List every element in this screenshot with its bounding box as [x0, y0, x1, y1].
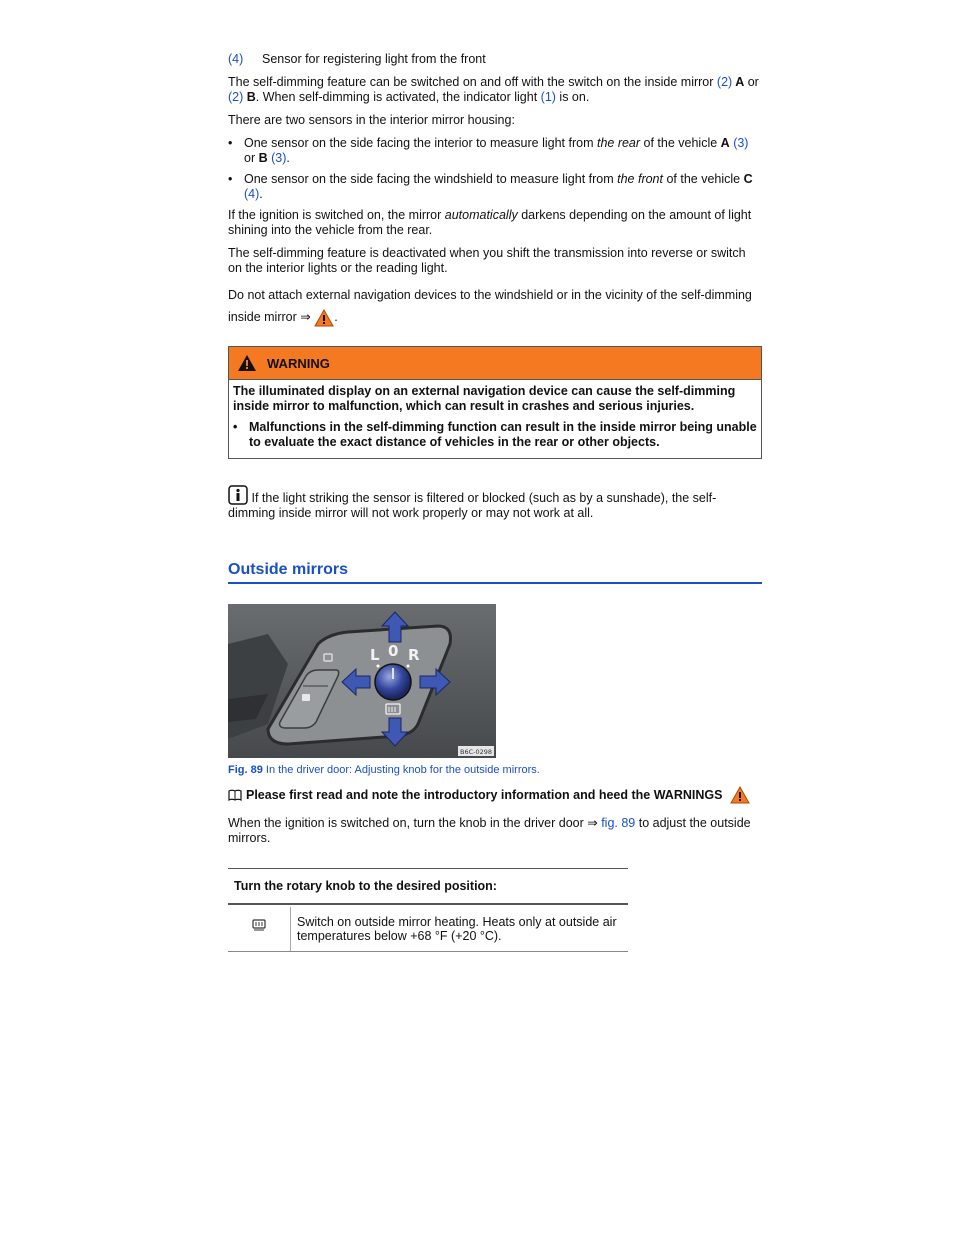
warning-triangle-icon[interactable] — [730, 786, 750, 804]
warning-bullet — [233, 420, 757, 450]
bullet-dot: • — [228, 172, 233, 186]
para3-em: automatically — [444, 208, 518, 222]
para6-a: When the ignition is switched on, turn the knob in the driver door ⇒ — [228, 816, 602, 830]
bullet2-a: One sensor on the side facing the windshield to measure light from — [244, 172, 618, 186]
warning-header — [229, 347, 761, 380]
para5-a: Do not attach external navigation devices to the windshield or in the vicinity of the self-dimming inside mirror ⇒ — [228, 288, 752, 324]
ref-2a[interactable]: (2) — [716, 75, 733, 89]
figure-code: B6C-0298 — [460, 748, 493, 756]
page-content — [228, 52, 762, 952]
para1-text-c: or — [744, 75, 759, 89]
figure-caption — [228, 764, 762, 776]
bullet2-b: of the vehicle — [663, 172, 744, 186]
label-zero: 0 — [388, 642, 399, 660]
table-icon-cell — [228, 907, 291, 951]
paragraph-navigation — [228, 284, 762, 328]
warning-body — [229, 380, 761, 458]
warning-box — [228, 346, 762, 459]
bullet2-c: . — [259, 187, 263, 201]
bullet1-bold-b: B — [258, 151, 268, 165]
bullet1-b: of the vehicle — [640, 136, 721, 150]
bullet2-em: the front — [617, 172, 663, 186]
bullet1-c: or — [244, 151, 259, 165]
section-title: Outside mirrors — [228, 561, 762, 584]
note-text: If the light striking the sensor is filtered or blocked (such as by a sunshade), the self-dimming inside mirror will not work properly or may not work at all. — [228, 491, 717, 520]
warning-text: The illuminated display on an external navigation device can cause the self-dimming inside mirror to malfunction, which can result in crashes and serious injuries. — [233, 384, 736, 413]
table-cell-text: Switch on outside mirror heating. Heats only at outside air temperatures below +68 °F (+20 °C). — [297, 915, 617, 943]
warning-bullet-text: Malfunctions in the self-dimming function can result in the inside mirror being unable to evaluate the exact distance of vehicles in the rear or other objects. — [249, 420, 757, 449]
warning-title: WARNING — [267, 355, 330, 371]
caption-text: In the driver door: Adjusting knob for the outside mirrors. — [262, 764, 540, 776]
note — [228, 485, 762, 521]
bullet2-text — [244, 172, 762, 202]
table-header: Turn the rotary knob to the desired position: — [228, 868, 628, 905]
para3-a: If the ignition is switched on, the mirror — [228, 208, 445, 222]
bullet1-text — [244, 136, 762, 166]
para3-b: darkens depending on the amount of light shining into the vehicle from the rear. — [228, 208, 752, 237]
intro-text: Please first read and note the introductory information and heed the WARNINGS — [246, 788, 723, 802]
book-icon — [228, 789, 242, 801]
ref-2b[interactable]: (2) — [228, 90, 244, 104]
legend-item — [228, 52, 762, 67]
para1-text-a: The self-dimming feature can be switched on and off with the switch on the inside mirror — [228, 75, 717, 89]
mirror-heating-icon — [252, 919, 266, 931]
warning-icon — [237, 354, 257, 372]
bullet-front-sensor — [228, 172, 762, 202]
para6-b: to adjust the outside mirrors. — [228, 816, 751, 845]
bullet-dot: • — [233, 420, 238, 434]
paragraph-adjust — [228, 816, 762, 846]
bullet2-bold-c: C — [743, 172, 753, 186]
intro-note — [228, 786, 762, 804]
para5-b: . — [334, 310, 338, 324]
legend-number[interactable]: (4) — [228, 52, 244, 66]
para1-text-d: . When self-dimming is activated, the indicator light — [255, 90, 541, 104]
warning-triangle-icon[interactable] — [314, 309, 334, 327]
figure-mirror-knob — [228, 604, 496, 758]
para1-text-e: is on. — [555, 90, 590, 104]
door-panel-illustration — [228, 604, 496, 758]
bold-a: A — [732, 75, 745, 89]
info-icon — [228, 485, 248, 505]
fig-ref[interactable]: fig. 89 — [601, 816, 636, 830]
ref-3a[interactable]: (3) — [733, 136, 749, 150]
table-row — [228, 907, 628, 952]
ref-1[interactable]: (1) — [540, 90, 556, 104]
label-left: L — [370, 646, 380, 664]
legend-text: Sensor for registering light from the front — [262, 52, 486, 66]
paragraph-switch — [228, 75, 762, 105]
bullet1-d: . — [286, 151, 290, 165]
ref-3b[interactable]: (3) — [271, 151, 287, 165]
caption-fig-label: Fig. 89 — [228, 764, 263, 776]
bullet-dot: • — [228, 136, 233, 150]
bullet1-bold-a: A — [720, 136, 730, 150]
paragraph-automatic — [228, 208, 762, 238]
ref-4[interactable]: (4) — [244, 187, 260, 201]
paragraph-sensors: There are two sensors in the interior mirror housing: — [228, 113, 515, 127]
bullet1-em: the rear — [596, 136, 641, 150]
bullet-rear-sensor — [228, 136, 762, 166]
label-right: R — [408, 646, 420, 664]
bullet1-a: One sensor on the side facing the interior to measure light from — [244, 136, 597, 150]
knob-table — [228, 868, 628, 952]
paragraph-deactivated: The self-dimming feature is deactivated when you shift the transmission into reverse or switch on the interior lights or the reading light. — [228, 246, 746, 275]
bold-b: B — [246, 90, 256, 104]
